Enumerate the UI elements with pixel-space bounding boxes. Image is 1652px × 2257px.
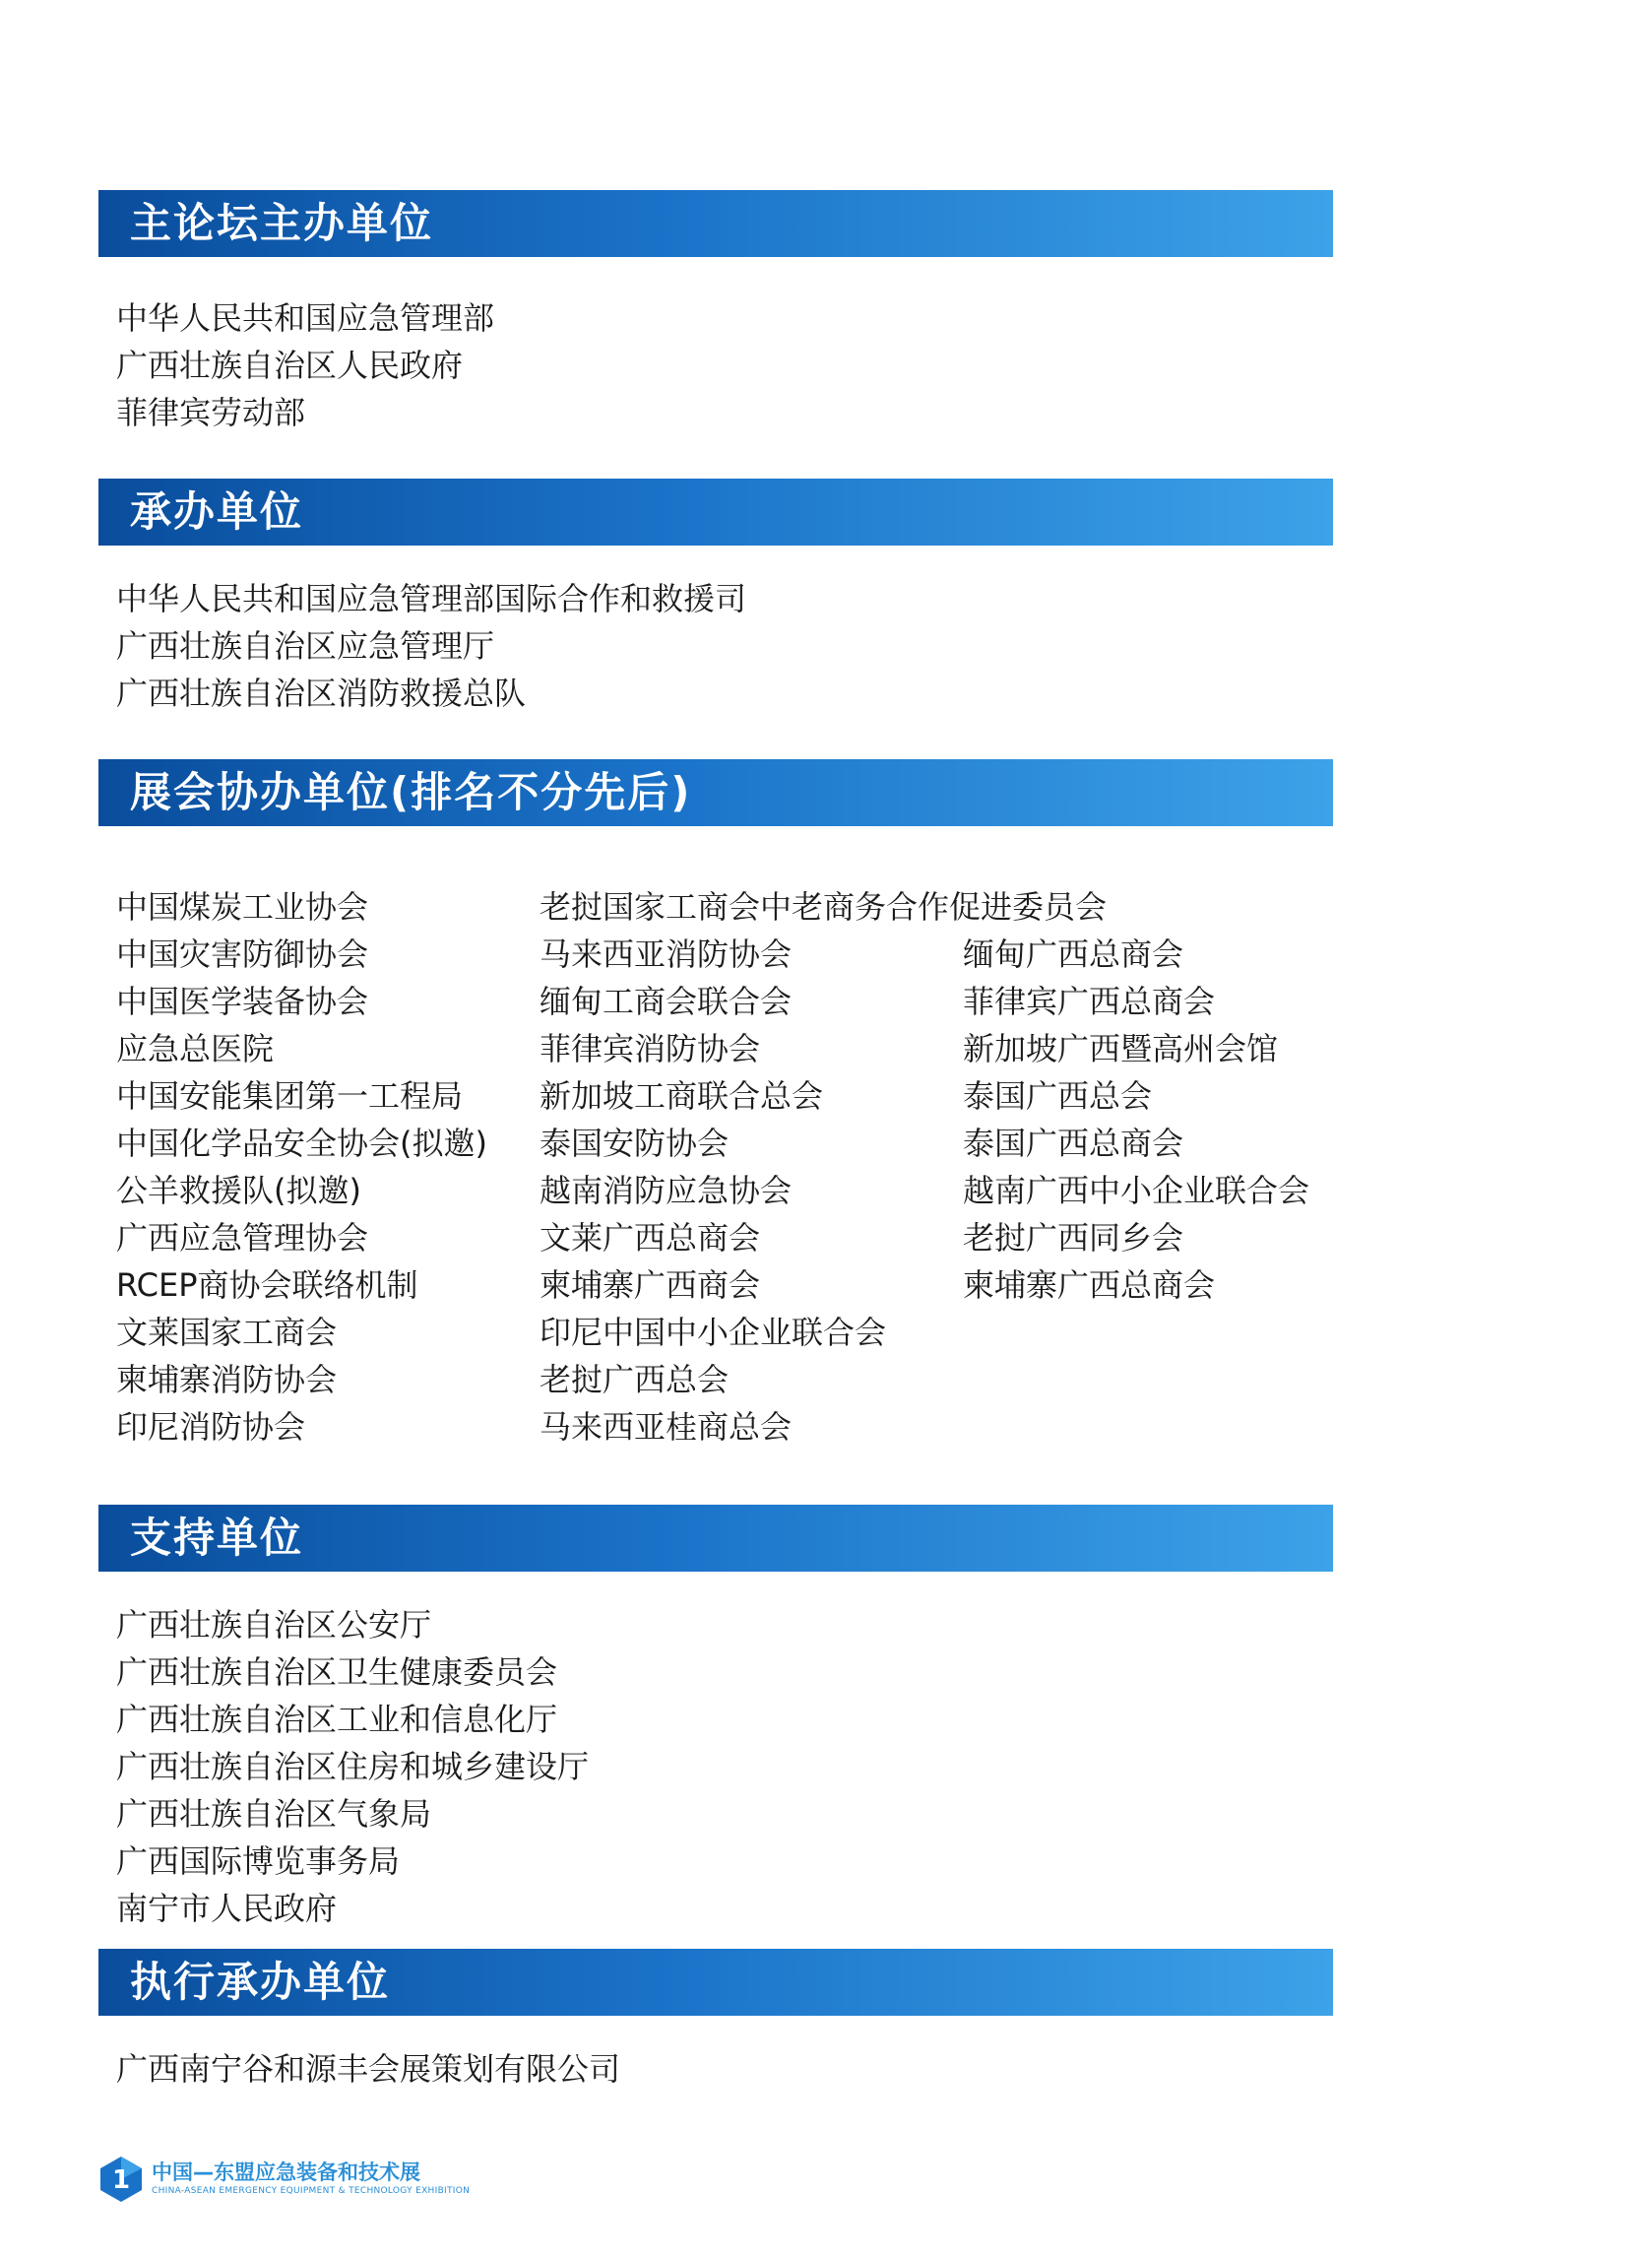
list-item: 印尼消防协会	[116, 1408, 306, 1446]
list-item: 中国安能集团第一工程局	[116, 1077, 464, 1115]
page-number-hexagon-icon	[96, 2155, 146, 2204]
list-item: 中国灾害防御协会	[116, 935, 369, 973]
list-item: 应急总医院	[116, 1030, 275, 1067]
list-item: 菲律宾消防协会	[540, 1030, 761, 1067]
exhibition-title: 中国—东盟应急装备和技术展	[152, 2160, 420, 2184]
page-number: 1	[111, 2165, 131, 2195]
list-item: 泰国广西总会	[963, 1077, 1153, 1115]
list-item: 缅甸广西总商会	[963, 935, 1184, 973]
list-item: 中华人民共和国应急管理部国际合作和救援司	[116, 580, 747, 617]
list-item: 越南消防应急协会	[540, 1172, 793, 1209]
list-item: 广西南宁谷和源丰会展策划有限公司	[116, 2050, 621, 2088]
list-item: 广西应急管理协会	[116, 1219, 369, 1257]
list-item: 中国化学品安全协会(拟邀)	[116, 1125, 487, 1162]
list-item: 老挝广西同乡会	[963, 1219, 1184, 1257]
exhibition-subtitle: CHINA-ASEAN EMERGENCY EQUIPMENT & TECHNOLOGY EXHIBITION	[152, 2186, 471, 2196]
list-item: 中华人民共和国应急管理部	[116, 299, 495, 337]
list-item: 马来西亚消防协会	[540, 935, 793, 973]
host-list	[116, 575, 746, 717]
list-item: 文莱国家工商会	[116, 1314, 338, 1351]
list-item: 广西壮族自治区住房和城乡建设厅	[116, 1748, 590, 1785]
list-item: 柬埔寨消防协会	[116, 1361, 338, 1398]
list-item: 菲律宾广西总商会	[963, 983, 1216, 1020]
list-item: 新加坡广西暨高州会馆	[963, 1030, 1279, 1067]
list-item: 广西壮族自治区卫生健康委员会	[116, 1653, 558, 1691]
co-organizer-column-3	[963, 931, 1309, 1309]
list-item: 中国煤炭工业协会	[116, 888, 369, 926]
section-header-supporters	[98, 1505, 1333, 1572]
list-item: 中国医学装备协会	[116, 983, 369, 1020]
list-item: 柬埔寨广西总商会	[963, 1266, 1216, 1304]
list-item: 南宁市人民政府	[116, 1890, 338, 1927]
list-item: 缅甸工商会联合会	[540, 983, 793, 1020]
list-item: RCEP商协会联络机制	[116, 1266, 418, 1304]
section-title: 支持单位	[130, 1514, 304, 1562]
list-item: 广西壮族自治区人民政府	[116, 347, 464, 384]
list-item: 菲律宾劳动部	[116, 394, 306, 431]
list-item: 广西国际博览事务局	[116, 1842, 401, 1880]
section-header-organizers	[98, 190, 1333, 257]
list-item: 泰国广西总商会	[963, 1125, 1184, 1162]
list-item: 文莱广西总商会	[540, 1219, 761, 1257]
list-item: 广西壮族自治区工业和信息化厅	[116, 1701, 558, 1738]
list-item: 广西壮族自治区公安厅	[116, 1606, 432, 1644]
list-item: 广西壮族自治区气象局	[116, 1795, 432, 1833]
section-header-executive-host	[98, 1949, 1333, 2016]
list-item: 老挝国家工商会中老商务合作促进委员会	[540, 888, 1108, 926]
section-title: 主论坛主办单位	[130, 199, 434, 247]
list-item: 广西壮族自治区消防救援总队	[116, 675, 527, 712]
list-item: 马来西亚桂商总会	[540, 1408, 793, 1446]
section-header-hosts	[98, 479, 1333, 546]
executive-host-list	[116, 2045, 620, 2093]
list-item: 印尼中国中小企业联合会	[540, 1314, 887, 1351]
section-title: 承办单位	[130, 487, 304, 536]
list-item: 老挝广西总会	[540, 1361, 730, 1398]
organizer-list	[116, 294, 494, 436]
section-title: 展会协办单位(排名不分先后)	[130, 768, 692, 816]
list-item: 泰国安防协会	[540, 1125, 730, 1162]
list-item: 公羊救援队(拟邀)	[116, 1172, 361, 1209]
supporter-list	[116, 1601, 589, 1932]
co-organizer-column-1	[116, 883, 487, 1451]
list-item: 新加坡工商联合总会	[540, 1077, 824, 1115]
list-item: 柬埔寨广西商会	[540, 1266, 761, 1304]
section-header-co-organizers	[98, 759, 1333, 826]
section-title: 执行承办单位	[130, 1958, 391, 2006]
list-item: 越南广西中小企业联合会	[963, 1172, 1310, 1209]
list-item: 广西壮族自治区应急管理厅	[116, 627, 495, 665]
